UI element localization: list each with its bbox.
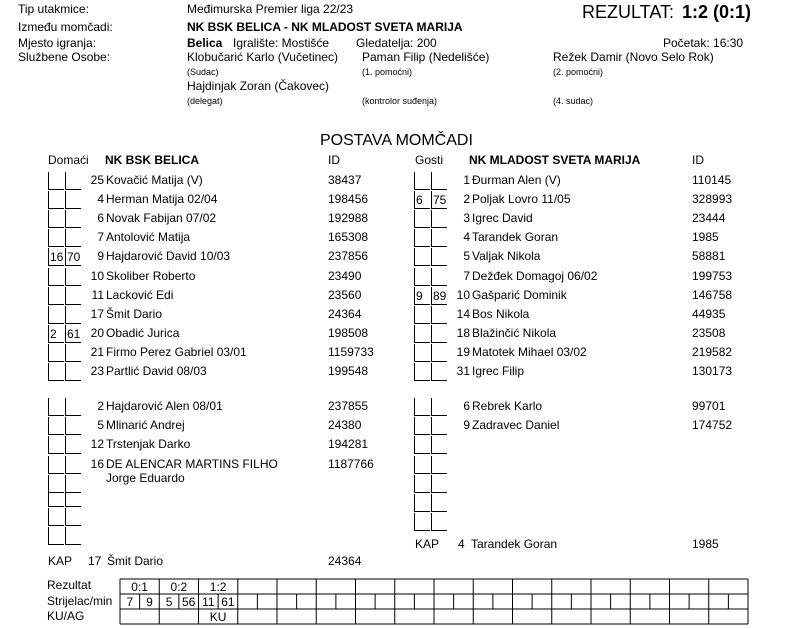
home-kap-num: 17 [88,554,102,568]
player-number: 7 [97,230,104,245]
grid-strijelac-label: Strijelac/min [47,594,113,608]
sub-count: 6 [416,193,423,208]
player-name: Firmo Perez Gabriel 03/01 [106,344,247,359]
player-id: 110145 [692,173,732,187]
home-kap-id: 24364 [328,554,362,568]
player-number: 20 [90,325,104,340]
player-name: Tarandek Goran [472,230,559,245]
player-name: Đurman Alen (V) [472,173,561,187]
player-number: 25 [90,173,104,187]
player-name: Skoliber Roberto [106,268,196,283]
home-label: Domaći [48,153,89,167]
grid-rezultat-cell: 0:1 [131,580,148,594]
igraliste: Igralište: Mostišće [233,36,330,50]
player-name: Zadravec Daniel [472,418,560,432]
player-name: Hajdarović Alen 08/01 [106,399,223,413]
pomocni1-name: Paman Filip (Nedelišće) [362,50,490,64]
player-id: 24364 [328,306,362,321]
gledatelja: Gledatelja: 200 [356,36,437,50]
grid-kuag-label: KU/AG [47,609,85,623]
player-id: 165308 [328,230,369,245]
player-id: 130173 [692,364,733,378]
player-id: 1985 [692,230,719,245]
player-name: Gašparić Dominik [472,287,567,302]
tip-value: Međimurska Premier liga 22/23 [187,2,354,16]
player-id: 328993 [692,192,733,207]
player-number: 4 [97,192,104,207]
home-id-label: ID [328,153,340,167]
player-id: 199548 [328,364,369,378]
sudac4-role: (4. sudac) [553,96,594,106]
player-number: 23 [90,364,104,378]
player-number: 3 [463,211,470,226]
player-number: 10 [456,287,470,302]
delegat-role: (delegat) [187,96,223,106]
pomocni2-role: (2. pomoćni) [553,67,604,77]
grid-strijelac-cell: 56 [182,595,196,609]
player-id: 99701 [692,399,726,413]
pomocni1-role: (1. pomoćni) [362,67,413,77]
player-name: Obadić Jurica [106,325,180,340]
player-id: 146758 [692,287,733,302]
pocetak: Početak: 16:30 [663,36,744,50]
player-id: 23444 [692,211,726,226]
player-name: Blažinčić Nikola [472,325,557,340]
player-name-cont: Jorge Eduardo [106,471,185,485]
player-number: 12 [90,437,104,451]
player-number: 11 [91,287,104,302]
player-number: 18 [456,325,470,340]
player-id: 198508 [328,325,369,340]
player-id: 24380 [328,418,362,432]
mjesto-label: Mjesto igranja: [18,36,97,50]
player-name: Poljak Lovro 11/05 [472,192,571,207]
player-name: Dežđek Domagoj 06/02 [472,268,598,283]
tip-label: Tip utakmice: [18,2,89,16]
player-id: 174752 [692,418,733,432]
away-team: NK MLADOST SVETA MARIJA [469,153,641,167]
away-kap-id: 1985 [692,537,719,551]
player-number: 10 [90,268,104,283]
player-number: 31 [456,364,470,378]
player-id: 58881 [692,249,726,264]
mjesto-value: Belica [187,36,223,50]
player-number: 5 [97,418,104,432]
player-name: Šmit Dario [106,306,163,321]
player-number: 1 [463,173,470,187]
home-kap-label: KAP [48,554,73,568]
delegat-name: Hajdinjak Zoran (Čakovec) [187,79,330,93]
player-name: Valjak Nikola [472,249,541,264]
sub-count: 2 [50,326,57,341]
player-id: 199753 [692,268,733,283]
rezultat-label: REZULTAT: [582,2,675,22]
kontrolor-role: (kontrolor suđenja) [362,96,438,106]
player-name: Rebrek Karlo [472,399,543,413]
player-number: 14 [456,306,470,321]
home-kap-name: Šmit Dario [107,554,164,568]
player-name: Herman Matija 02/04 [106,192,218,207]
grid-strijelac-cell: 7 [126,595,134,609]
player-name: Trstenjak Darko [106,437,191,451]
player-number: 4 [463,230,470,245]
player-id: 198456 [328,192,369,207]
player-name: Hajdarović David 10/03 [106,249,231,264]
grid-strijelac-cell: 61 [221,595,235,609]
player-id: 1159733 [328,344,374,359]
player-id: 23490 [328,268,362,283]
player-name: Novak Fabijan 07/02 [106,211,217,226]
sub-minute: 61 [67,326,81,341]
player-number: 7 [463,268,470,283]
player-number: 5 [463,249,470,264]
player-name: Lacković Edi [106,287,174,302]
rezultat-value: 1:2 (0:1) [682,2,752,22]
player-number: 2 [463,192,470,207]
grid-strijelac-cell: 5 [165,595,173,609]
player-id: 219582 [692,344,733,359]
away-id-label: ID [692,153,704,167]
player-id: 192988 [328,211,369,226]
player-number: 17 [90,306,104,321]
player-id: 237855 [328,399,369,413]
grid-strijelac-cell: 11 [202,595,215,609]
grid-rezultat-cell: 1:2 [209,580,227,594]
player-name: Mlinarić Andrej [106,418,185,432]
player-number: 2 [97,399,104,413]
player-id: 23560 [328,287,362,302]
player-name: Bos Nikola [472,306,530,321]
player-number: 9 [97,249,104,264]
player-id: 194281 [328,437,369,451]
postava-title: POSTAVA MOMČADI [320,132,473,149]
osobe-label: Službene Osobe: [18,50,111,64]
player-number: 6 [463,399,470,413]
player-name: Kovačić Matija (V) [106,173,203,187]
player-number: 9 [463,418,470,432]
away-label: Gosti [415,153,444,167]
player-name: DE ALENCAR MARTINS FILHO [106,457,278,471]
grid-rezultat-cell: 0:2 [170,580,188,594]
player-name: Matotek Mihael 03/02 [472,344,587,359]
izmedu-label: Između momčadi: [18,20,113,34]
grid-strijelac-cell: 9 [146,595,153,609]
player-id: 44935 [692,306,726,321]
player-number: 16 [90,457,104,471]
grid-kuag-cell: KU [209,610,227,624]
player-name: Partlić David 08/03 [106,364,207,378]
player-name: Antolović Matija [106,230,191,245]
away-kap-name: Tarandek Goran [471,537,558,551]
player-name: Igrec Filip [472,364,525,378]
away-kap-label: KAP [415,537,440,551]
sub-minute: 89 [433,288,447,303]
sudac-role: (Sudac) [187,67,219,77]
player-number: 19 [456,344,470,359]
sub-count: 9 [416,288,423,303]
home-team: NK BSK BELICA [105,153,200,167]
sudac-name: Klobučarić Karlo (Vučetinec) [187,50,338,64]
player-number: 21 [90,344,104,359]
player-id: 1187766 [328,457,374,471]
grid-rezultat-label: Rezultat [47,578,92,592]
sub-minute: 75 [433,193,447,208]
player-id: 237856 [328,249,369,264]
izmedu-value: NK BSK BELICA - NK MLADOST SVETA MARIJA [187,20,463,34]
sub-count: 16 [50,250,64,265]
player-id: 38437 [328,173,362,187]
away-kap-num: 4 [458,537,465,551]
pomocni2-name: Režek Damir (Novo Selo Rok) [553,50,714,64]
player-id: 23508 [692,325,726,340]
player-name: Igrec David [472,211,533,226]
sub-minute: 70 [67,250,81,265]
player-number: 6 [97,211,104,226]
